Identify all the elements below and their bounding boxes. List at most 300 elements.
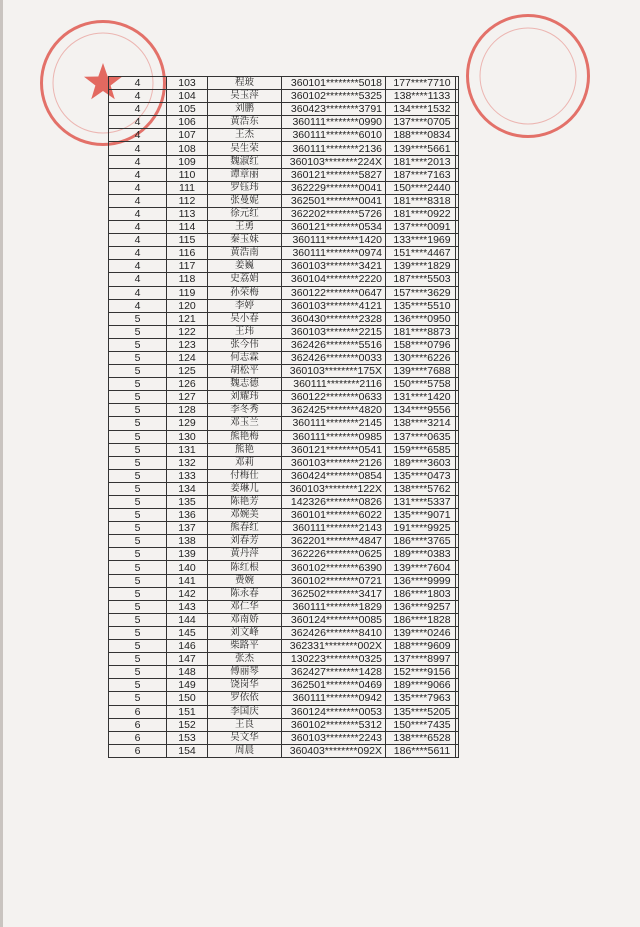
number-cell: 129 bbox=[167, 417, 208, 430]
group-cell: 5 bbox=[109, 378, 167, 391]
number-cell: 140 bbox=[167, 561, 208, 574]
table-row bbox=[109, 744, 459, 757]
phone-cell: 139****5661 bbox=[386, 142, 456, 155]
table-row bbox=[109, 522, 459, 535]
blank-cell bbox=[456, 194, 459, 207]
blank-cell bbox=[456, 561, 459, 574]
table-row bbox=[109, 273, 459, 286]
phone-cell: 181****0922 bbox=[386, 207, 456, 220]
phone-cell: 131****5337 bbox=[386, 496, 456, 509]
name-cell: 陈艳芳 bbox=[208, 496, 282, 509]
phone-cell: 189****3603 bbox=[386, 456, 456, 469]
table-row bbox=[109, 90, 459, 103]
group-cell: 5 bbox=[109, 535, 167, 548]
number-cell: 142 bbox=[167, 587, 208, 600]
table-row bbox=[109, 613, 459, 626]
number-cell: 144 bbox=[167, 613, 208, 626]
id-number-cell: 360103********2126 bbox=[282, 456, 386, 469]
table-row bbox=[109, 692, 459, 705]
phone-cell: 150****7435 bbox=[386, 718, 456, 731]
id-number-cell: 360111********0942 bbox=[282, 692, 386, 705]
group-cell: 5 bbox=[109, 613, 167, 626]
blank-cell bbox=[456, 286, 459, 299]
blank-cell bbox=[456, 221, 459, 234]
group-cell: 4 bbox=[109, 247, 167, 260]
name-cell: 熊艳梅 bbox=[208, 430, 282, 443]
id-number-cell: 360124********0085 bbox=[282, 613, 386, 626]
number-cell: 113 bbox=[167, 207, 208, 220]
phone-cell: 131****1420 bbox=[386, 391, 456, 404]
phone-cell: 130****6226 bbox=[386, 351, 456, 364]
number-cell: 136 bbox=[167, 509, 208, 522]
blank-cell bbox=[456, 731, 459, 744]
blank-cell bbox=[456, 430, 459, 443]
group-cell: 5 bbox=[109, 626, 167, 639]
id-number-cell: 360104********2220 bbox=[282, 273, 386, 286]
phone-cell: 186****1803 bbox=[386, 587, 456, 600]
phone-cell: 134****9556 bbox=[386, 404, 456, 417]
id-number-cell: 360122********0633 bbox=[282, 391, 386, 404]
id-number-cell: 362425********4820 bbox=[282, 404, 386, 417]
group-cell: 5 bbox=[109, 509, 167, 522]
table-row bbox=[109, 666, 459, 679]
group-cell: 5 bbox=[109, 430, 167, 443]
blank-cell bbox=[456, 378, 459, 391]
table-row bbox=[109, 181, 459, 194]
number-cell: 128 bbox=[167, 404, 208, 417]
blank-cell bbox=[456, 391, 459, 404]
phone-cell: 136****9999 bbox=[386, 574, 456, 587]
id-number-cell: 360121********0534 bbox=[282, 221, 386, 234]
group-cell: 4 bbox=[109, 116, 167, 129]
id-number-cell: 360111********0985 bbox=[282, 430, 386, 443]
phone-cell: 135****5205 bbox=[386, 705, 456, 718]
table-row bbox=[109, 351, 459, 364]
name-cell: 李国庆 bbox=[208, 705, 282, 718]
group-cell: 5 bbox=[109, 496, 167, 509]
number-cell: 132 bbox=[167, 456, 208, 469]
table-row bbox=[109, 103, 459, 116]
group-cell: 4 bbox=[109, 299, 167, 312]
blank-cell bbox=[456, 666, 459, 679]
id-number-cell: 360111********0990 bbox=[282, 116, 386, 129]
blank-cell bbox=[456, 273, 459, 286]
blank-cell bbox=[456, 496, 459, 509]
number-cell: 119 bbox=[167, 286, 208, 299]
id-number-cell: 360121********0541 bbox=[282, 443, 386, 456]
table-row bbox=[109, 574, 459, 587]
blank-cell bbox=[456, 574, 459, 587]
id-number-cell: 360103********122X bbox=[282, 482, 386, 495]
group-cell: 5 bbox=[109, 587, 167, 600]
table-row bbox=[109, 299, 459, 312]
table-row bbox=[109, 77, 459, 90]
id-number-cell: 360111********2116 bbox=[282, 378, 386, 391]
table-row bbox=[109, 247, 459, 260]
id-number-cell: 360423********3791 bbox=[282, 103, 386, 116]
id-number-cell: 362427********1428 bbox=[282, 666, 386, 679]
name-cell: 何志霖 bbox=[208, 351, 282, 364]
number-cell: 123 bbox=[167, 338, 208, 351]
group-cell: 5 bbox=[109, 482, 167, 495]
group-cell: 6 bbox=[109, 744, 167, 757]
group-cell: 5 bbox=[109, 574, 167, 587]
group-cell: 4 bbox=[109, 168, 167, 181]
group-cell: 5 bbox=[109, 443, 167, 456]
table-row bbox=[109, 496, 459, 509]
number-cell: 148 bbox=[167, 666, 208, 679]
number-cell: 105 bbox=[167, 103, 208, 116]
table-row bbox=[109, 129, 459, 142]
number-cell: 146 bbox=[167, 640, 208, 653]
name-cell: 谭章丽 bbox=[208, 168, 282, 181]
number-cell: 152 bbox=[167, 718, 208, 731]
phone-cell: 138****6528 bbox=[386, 731, 456, 744]
group-cell: 4 bbox=[109, 77, 167, 90]
group-cell: 4 bbox=[109, 221, 167, 234]
id-number-cell: 360102********5325 bbox=[282, 90, 386, 103]
number-cell: 127 bbox=[167, 391, 208, 404]
table-row bbox=[109, 312, 459, 325]
notary-seal-stamp bbox=[466, 14, 590, 138]
id-number-cell: 360111********1420 bbox=[282, 234, 386, 247]
blank-cell bbox=[456, 181, 459, 194]
phone-cell: 186****3765 bbox=[386, 535, 456, 548]
id-number-cell: 362502********3417 bbox=[282, 587, 386, 600]
table-row bbox=[109, 155, 459, 168]
blank-cell bbox=[456, 443, 459, 456]
name-cell: 刘春芳 bbox=[208, 535, 282, 548]
phone-cell: 137****0635 bbox=[386, 430, 456, 443]
blank-cell bbox=[456, 365, 459, 378]
group-cell: 5 bbox=[109, 365, 167, 378]
name-cell: 柴路平 bbox=[208, 640, 282, 653]
name-cell: 程玻 bbox=[208, 77, 282, 90]
blank-cell bbox=[456, 260, 459, 273]
blank-cell bbox=[456, 404, 459, 417]
number-cell: 124 bbox=[167, 351, 208, 364]
name-cell: 徐元红 bbox=[208, 207, 282, 220]
number-cell: 103 bbox=[167, 77, 208, 90]
group-cell: 4 bbox=[109, 260, 167, 273]
number-cell: 150 bbox=[167, 692, 208, 705]
name-cell: 吴生荣 bbox=[208, 142, 282, 155]
blank-cell bbox=[456, 351, 459, 364]
table-row bbox=[109, 718, 459, 731]
table-row bbox=[109, 325, 459, 338]
phone-cell: 191****9925 bbox=[386, 522, 456, 535]
group-cell: 5 bbox=[109, 417, 167, 430]
group-cell: 4 bbox=[109, 142, 167, 155]
phone-cell: 181****2013 bbox=[386, 155, 456, 168]
blank-cell bbox=[456, 142, 459, 155]
table-row bbox=[109, 587, 459, 600]
id-number-cell: 360103********4121 bbox=[282, 299, 386, 312]
name-cell: 张曼妮 bbox=[208, 194, 282, 207]
id-number-cell: 360101********6022 bbox=[282, 509, 386, 522]
name-cell: 王杰 bbox=[208, 129, 282, 142]
notary-seal-graphic bbox=[469, 17, 587, 135]
group-cell: 6 bbox=[109, 718, 167, 731]
id-number-cell: 360403********092X bbox=[282, 744, 386, 757]
table-row bbox=[109, 142, 459, 155]
phone-cell: 177****7710 bbox=[386, 77, 456, 90]
id-number-cell: 360424********0854 bbox=[282, 469, 386, 482]
name-cell: 熊春红 bbox=[208, 522, 282, 535]
phone-cell: 139****1829 bbox=[386, 260, 456, 273]
name-cell: 邓婉美 bbox=[208, 509, 282, 522]
phone-cell: 187****5503 bbox=[386, 273, 456, 286]
table-row bbox=[109, 509, 459, 522]
table-row bbox=[109, 430, 459, 443]
blank-cell bbox=[456, 653, 459, 666]
number-cell: 118 bbox=[167, 273, 208, 286]
blank-cell bbox=[456, 613, 459, 626]
name-cell: 邓仁华 bbox=[208, 600, 282, 613]
number-cell: 139 bbox=[167, 548, 208, 561]
name-cell: 王勇 bbox=[208, 221, 282, 234]
blank-cell bbox=[456, 469, 459, 482]
table-row bbox=[109, 116, 459, 129]
id-number-cell: 362426********8410 bbox=[282, 626, 386, 639]
table-row bbox=[109, 378, 459, 391]
blank-cell bbox=[456, 692, 459, 705]
table-row bbox=[109, 391, 459, 404]
number-cell: 117 bbox=[167, 260, 208, 273]
name-cell: 周晨 bbox=[208, 744, 282, 757]
id-number-cell: 360124********0053 bbox=[282, 705, 386, 718]
phone-cell: 138****3214 bbox=[386, 417, 456, 430]
table-row bbox=[109, 207, 459, 220]
id-number-cell: 362426********0033 bbox=[282, 351, 386, 364]
table-row bbox=[109, 731, 459, 744]
name-cell: 黄浩南 bbox=[208, 247, 282, 260]
blank-cell bbox=[456, 587, 459, 600]
blank-cell bbox=[456, 548, 459, 561]
number-cell: 138 bbox=[167, 535, 208, 548]
id-number-cell: 360111********2143 bbox=[282, 522, 386, 535]
phone-cell: 135****0473 bbox=[386, 469, 456, 482]
id-number-cell: 360103********224X bbox=[282, 155, 386, 168]
phone-cell: 134****1532 bbox=[386, 103, 456, 116]
blank-cell bbox=[456, 626, 459, 639]
id-number-cell: 360121********5827 bbox=[282, 168, 386, 181]
number-cell: 151 bbox=[167, 705, 208, 718]
table-row bbox=[109, 653, 459, 666]
id-number-cell: 142326********0826 bbox=[282, 496, 386, 509]
id-number-cell: 360111********1829 bbox=[282, 600, 386, 613]
name-cell: 姜巍 bbox=[208, 260, 282, 273]
number-cell: 131 bbox=[167, 443, 208, 456]
number-cell: 115 bbox=[167, 234, 208, 247]
blank-cell bbox=[456, 155, 459, 168]
id-number-cell: 360122********0647 bbox=[282, 286, 386, 299]
group-cell: 4 bbox=[109, 273, 167, 286]
name-cell: 刘文峰 bbox=[208, 626, 282, 639]
number-cell: 107 bbox=[167, 129, 208, 142]
blank-cell bbox=[456, 417, 459, 430]
phone-cell: 158****0796 bbox=[386, 338, 456, 351]
phone-cell: 139****0246 bbox=[386, 626, 456, 639]
blank-cell bbox=[456, 522, 459, 535]
name-cell: 吴玉萍 bbox=[208, 90, 282, 103]
number-cell: 143 bbox=[167, 600, 208, 613]
name-cell: 吴文华 bbox=[208, 731, 282, 744]
roster-table-body bbox=[109, 77, 459, 758]
id-number-cell: 360111********2136 bbox=[282, 142, 386, 155]
phone-cell: 188****0834 bbox=[386, 129, 456, 142]
id-number-cell: 362426********5516 bbox=[282, 338, 386, 351]
blank-cell bbox=[456, 168, 459, 181]
group-cell: 4 bbox=[109, 129, 167, 142]
name-cell: 傅丽琴 bbox=[208, 666, 282, 679]
group-cell: 5 bbox=[109, 666, 167, 679]
group-cell: 5 bbox=[109, 391, 167, 404]
group-cell: 5 bbox=[109, 692, 167, 705]
name-cell: 魏志德 bbox=[208, 378, 282, 391]
group-cell: 4 bbox=[109, 194, 167, 207]
phone-cell: 189****0383 bbox=[386, 548, 456, 561]
name-cell: 黄浩东 bbox=[208, 116, 282, 129]
number-cell: 111 bbox=[167, 181, 208, 194]
id-number-cell: 360102********0721 bbox=[282, 574, 386, 587]
group-cell: 5 bbox=[109, 653, 167, 666]
id-number-cell: 360101********5018 bbox=[282, 77, 386, 90]
name-cell: 费婉 bbox=[208, 574, 282, 587]
table-row bbox=[109, 600, 459, 613]
blank-cell bbox=[456, 103, 459, 116]
group-cell: 5 bbox=[109, 325, 167, 338]
phone-cell: 152****9156 bbox=[386, 666, 456, 679]
blank-cell bbox=[456, 325, 459, 338]
number-cell: 112 bbox=[167, 194, 208, 207]
blank-cell bbox=[456, 456, 459, 469]
id-number-cell: 360111********0974 bbox=[282, 247, 386, 260]
name-cell: 邓玉兰 bbox=[208, 417, 282, 430]
blank-cell bbox=[456, 705, 459, 718]
id-number-cell: 360102********5312 bbox=[282, 718, 386, 731]
id-number-cell: 360102********6390 bbox=[282, 561, 386, 574]
table-row bbox=[109, 679, 459, 692]
name-cell: 刘耀玮 bbox=[208, 391, 282, 404]
group-cell: 4 bbox=[109, 181, 167, 194]
name-cell: 陈红根 bbox=[208, 561, 282, 574]
group-cell: 5 bbox=[109, 640, 167, 653]
number-cell: 109 bbox=[167, 155, 208, 168]
group-cell: 5 bbox=[109, 338, 167, 351]
number-cell: 145 bbox=[167, 626, 208, 639]
number-cell: 110 bbox=[167, 168, 208, 181]
phone-cell: 135****5510 bbox=[386, 299, 456, 312]
phone-cell: 187****7163 bbox=[386, 168, 456, 181]
group-cell: 5 bbox=[109, 312, 167, 325]
table-row bbox=[109, 561, 459, 574]
name-cell: 张杰 bbox=[208, 653, 282, 666]
number-cell: 126 bbox=[167, 378, 208, 391]
id-number-cell: 360103********175X bbox=[282, 365, 386, 378]
table-row bbox=[109, 260, 459, 273]
id-number-cell: 360111********6010 bbox=[282, 129, 386, 142]
name-cell: 吴小春 bbox=[208, 312, 282, 325]
blank-cell bbox=[456, 744, 459, 757]
table-row bbox=[109, 548, 459, 561]
phone-cell: 136****9257 bbox=[386, 600, 456, 613]
group-cell: 4 bbox=[109, 234, 167, 247]
table-row bbox=[109, 535, 459, 548]
name-cell: 史荔娟 bbox=[208, 273, 282, 286]
group-cell: 5 bbox=[109, 600, 167, 613]
table-row bbox=[109, 705, 459, 718]
number-cell: 125 bbox=[167, 365, 208, 378]
blank-cell bbox=[456, 207, 459, 220]
table-row bbox=[109, 168, 459, 181]
table-row bbox=[109, 286, 459, 299]
name-cell: 王良 bbox=[208, 718, 282, 731]
number-cell: 149 bbox=[167, 679, 208, 692]
number-cell: 120 bbox=[167, 299, 208, 312]
group-cell: 5 bbox=[109, 456, 167, 469]
phone-cell: 157****3629 bbox=[386, 286, 456, 299]
number-cell: 134 bbox=[167, 482, 208, 495]
group-cell: 6 bbox=[109, 731, 167, 744]
number-cell: 121 bbox=[167, 312, 208, 325]
phone-cell: 133****1969 bbox=[386, 234, 456, 247]
number-cell: 108 bbox=[167, 142, 208, 155]
name-cell: 姜琳儿 bbox=[208, 482, 282, 495]
blank-cell bbox=[456, 338, 459, 351]
group-cell: 4 bbox=[109, 155, 167, 168]
phone-cell: 137****0091 bbox=[386, 221, 456, 234]
table-row bbox=[109, 469, 459, 482]
id-number-cell: 360103********2243 bbox=[282, 731, 386, 744]
phone-cell: 150****5758 bbox=[386, 378, 456, 391]
table-row bbox=[109, 404, 459, 417]
phone-cell: 186****5611 bbox=[386, 744, 456, 757]
table-row bbox=[109, 640, 459, 653]
number-cell: 122 bbox=[167, 325, 208, 338]
id-number-cell: 362229********0041 bbox=[282, 181, 386, 194]
blank-cell bbox=[456, 312, 459, 325]
phone-cell: 189****9066 bbox=[386, 679, 456, 692]
table-row bbox=[109, 417, 459, 430]
number-cell: 141 bbox=[167, 574, 208, 587]
phone-cell: 151****4467 bbox=[386, 247, 456, 260]
group-cell: 5 bbox=[109, 561, 167, 574]
phone-cell: 139****7688 bbox=[386, 365, 456, 378]
name-cell: 孙荣梅 bbox=[208, 286, 282, 299]
blank-cell bbox=[456, 77, 459, 90]
name-cell: 罗依依 bbox=[208, 692, 282, 705]
group-cell: 5 bbox=[109, 351, 167, 364]
number-cell: 147 bbox=[167, 653, 208, 666]
id-number-cell: 360103********2215 bbox=[282, 325, 386, 338]
name-cell: 熊艳 bbox=[208, 443, 282, 456]
name-cell: 饶岗华 bbox=[208, 679, 282, 692]
phone-cell: 159****6585 bbox=[386, 443, 456, 456]
group-cell: 5 bbox=[109, 679, 167, 692]
phone-cell: 186****1828 bbox=[386, 613, 456, 626]
blank-cell bbox=[456, 600, 459, 613]
number-cell: 104 bbox=[167, 90, 208, 103]
group-cell: 5 bbox=[109, 469, 167, 482]
blank-cell bbox=[456, 535, 459, 548]
id-number-cell: 362501********0469 bbox=[282, 679, 386, 692]
table-row bbox=[109, 443, 459, 456]
roster-table bbox=[108, 76, 459, 758]
name-cell: 刘鹏 bbox=[208, 103, 282, 116]
group-cell: 4 bbox=[109, 90, 167, 103]
table-row bbox=[109, 194, 459, 207]
